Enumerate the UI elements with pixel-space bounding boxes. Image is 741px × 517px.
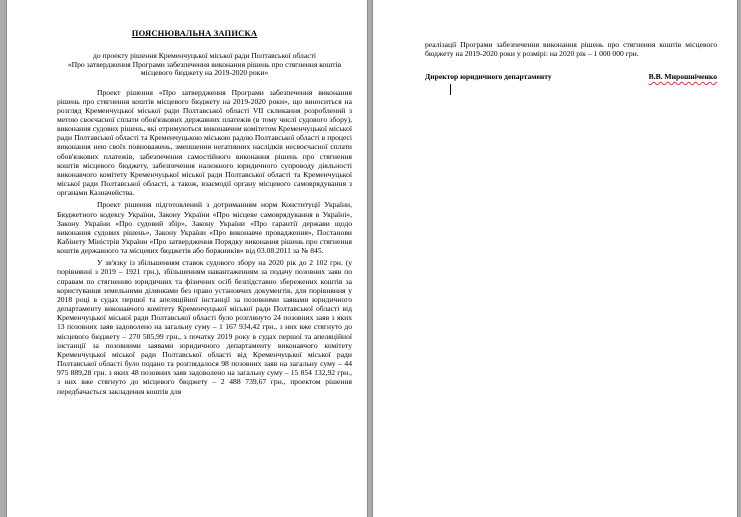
subtitle-line-2: «Про затвердження Програми забезпечення виконання рішень про стягнення коштів місцевого бюджету на 2019-2020 роки»: [67, 59, 342, 77]
text-cursor: [450, 84, 451, 95]
continuation-paragraph: реалізації Програми забезпечення виконання рішень про стягнення коштів місцевого бюджету на 2019-2020 роки у розмірі: на 2020 рік – 1 000 000 грн.: [425, 40, 717, 59]
document-page-2[interactable]: [373, 0, 737, 517]
signature-name: В.В. Мирошніченко: [648, 72, 717, 81]
signature-title: Директор юридичного департаменту: [425, 72, 552, 81]
body-paragraph-3: У зв'язку із збільшенням ставок судового збору на 2020 рік до 2 102 грн. (у порівнянні з 2019 – 1921 грн.), збільшенням навантаженням за подачу позовних заяв по справам по стягненню юридичних та фізичних осіб безпідставно збережених коштів за користування земельними ділянками без право установчих документів, для порівняння у 2018 році в судах першої та апеляційної інстанції за позовними заявами юридичного департаменту виконавчого комітету Кременчуцької міської ради Полтавської області від Кременчуцької міської ради Полтавської області було розглянуто 24 позовних заяв з яких 13 позовних заяв задоволено на загальну суму – 1 167 934,42 грн., з них вже стягнуто до місцевого бюджету – 270 585,99 грн., з початку 2019 року в судах першої та апеляційної інстанції за позовними заявами юридичного департаменту виконавчого комітету Кременчуцької міської ради Полтавської області від Кременчуцької міської ради Полтавської області було подано та розглядалося 98 позовних заяв на загальну суму – 44 975 889,28 грн. з яких 48 позовних заяв задоволено на загальну суму – 15 854 132,92 грн., з них вже стягнуто до місцевого бюджету – 2 488 739,67 грн., проектом рішення передбачається закладення коштів для: [57, 258, 352, 396]
signature-block: [425, 72, 717, 81]
document-page-1[interactable]: [7, 0, 367, 517]
body-paragraph-2: Проект рішення підготовлений з дотриманням норм Конституції України, Бюджетного кодексу України, Закону України «Про місцеве самоврядування в Україні», Закону України «Про судовий збір», Закону України «Про гарантії держави щодо виконання судових рішень», Закону України «Про виконавче провадження», Постанови Кабінету Міністрів України «Про затвердження Порядку виконання рішень про стягнення коштів державного та місцевих бюджетів або боржників» від 03.08.2011 за № 845.: [57, 200, 352, 256]
subtitle-line-1: до проекту рішення Кременчуцької міської ради Полтавської області: [92, 51, 317, 60]
document-title: ПОЯСНЮВАЛЬНА ЗАПИСКА: [131, 28, 258, 38]
body-paragraph-1: Проект рішення «Про затвердження Програми забезпечення виконання рішень про стягнення коштів місцевого бюджету на 2019-2020 роки», що виноситься на розгляд Кременчуцької міської ради Полтавської області VII скликання розроблений з метою своєчасної сплати обов'язкових державних платежів (в тому числі судового збору), виконання судових рішень, які отримуються виконавчим комітетом Кременчуцької міської ради Полтавської області та Кременчуцькою міською радою Полтавської області в процесі виконання нею своїх повноважень, зменшення негативних наслідків несвоєчасної сплати обов'язкових платежів, забезпечення самостійного виконання рішень про стягнення коштів місцевого бюджету, забезпечення належного юридичного супроводу діяльності виконавчого комітету Кременчуцької міської ради Полтавської області та Кременчуцької міської ради Полтавської області, а також, взаємодії органу місцевого самоврядування з органами Казначейства.: [57, 87, 352, 198]
document-subtitle: [57, 52, 352, 78]
